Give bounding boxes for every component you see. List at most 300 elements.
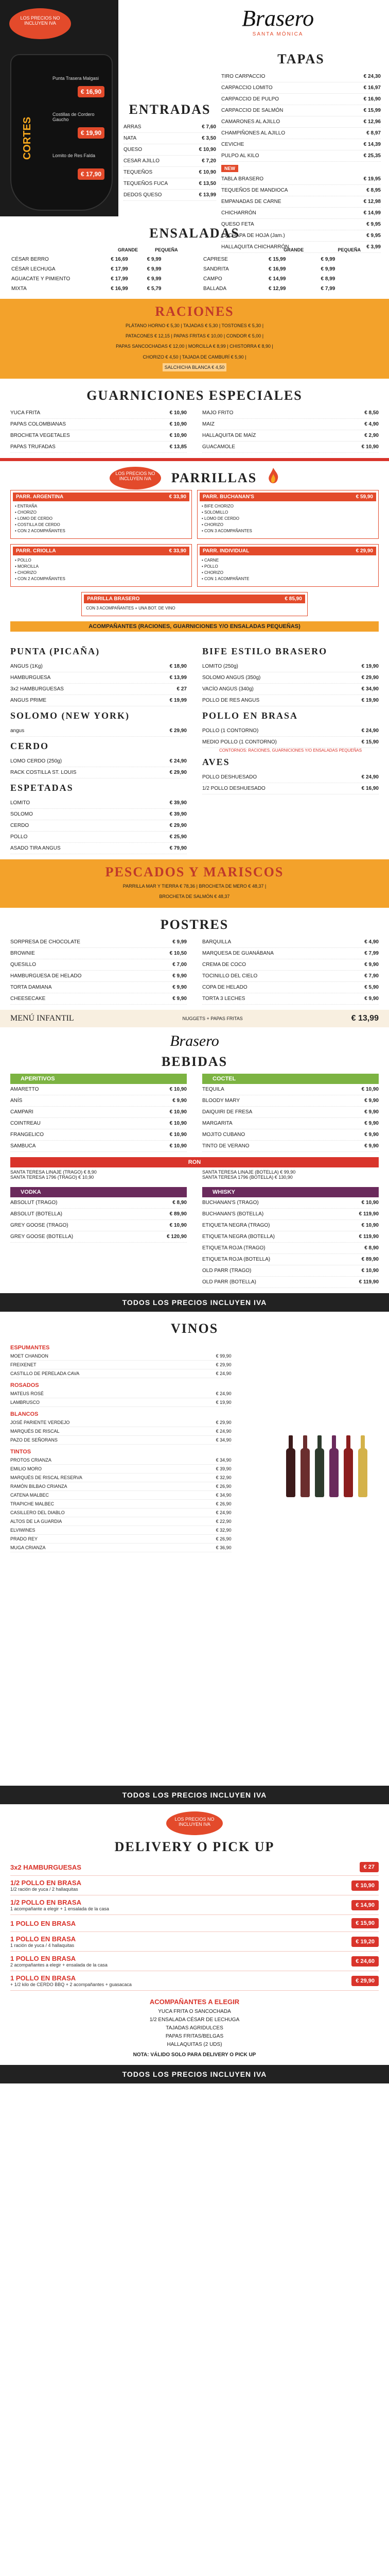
delivery-title: DELIVERY O PICK UP bbox=[114, 1839, 275, 1855]
postre-item bbox=[10, 959, 187, 971]
punta-item-price: € 19,99 bbox=[169, 697, 187, 703]
acomp-line: YUCA FRITA O SANCOCHADA bbox=[158, 2009, 231, 2015]
cortes-price-1: € 16,90 bbox=[78, 86, 104, 97]
bife-item-price: € 19,90 bbox=[361, 663, 379, 669]
delivery-item-price: € 27 bbox=[360, 1862, 379, 1872]
aves-item-name: POLLO DESHUESADO bbox=[202, 774, 257, 780]
postre-item-price: € 9,90 bbox=[172, 985, 187, 991]
wine-item-name: ALTOS DE LA GUARDIA bbox=[10, 1519, 62, 1524]
solomo-title: SOLOMO (NEW YORK) bbox=[10, 710, 130, 721]
ron-left-2: SANTA TERESA 1796 (TRAGO) € 10,90 bbox=[10, 1175, 94, 1180]
postre-item bbox=[202, 948, 379, 959]
bife-item-price: € 34,90 bbox=[361, 686, 379, 692]
ron-bar: RON bbox=[10, 1157, 379, 1167]
postre-item-name: BARQUILLA bbox=[202, 939, 232, 945]
delivery-item-desc: + 1/2 kilo de CERDO BBQ + 2 acompañantes + guasacaca bbox=[10, 1982, 132, 1988]
delivery-item-title: 3x2 HAMBURGUESAS bbox=[10, 1863, 81, 1871]
guarnicion-item-price: € 10,90 bbox=[169, 410, 187, 416]
ron-right-2: SANTA TERESA 1796 (BOTELLA) € 130,90 bbox=[202, 1175, 293, 1180]
cortes-line-3: Lomito de Res Falda bbox=[52, 153, 96, 158]
ensalada-name: BALLADA bbox=[203, 286, 227, 292]
entradas-item-price: € 3,50 bbox=[202, 135, 216, 141]
ensalada-price: € 14,99 bbox=[269, 276, 286, 282]
delivery-item-desc: 1 acompañante a elegir + 1 ensalada de la casa bbox=[10, 1906, 109, 1912]
bife-item-name: POLLO DE RES ANGUS bbox=[202, 697, 260, 703]
postre-item-price: € 7,99 bbox=[364, 951, 379, 957]
parrilla-box bbox=[197, 490, 379, 539]
ensalada-name: AGUACATE Y PIMIENTO bbox=[11, 276, 70, 282]
espetada-item-price: € 39,90 bbox=[169, 800, 187, 806]
delivery-item bbox=[10, 1895, 379, 1915]
whisky-item-name: ETIQUETA ROJA (TRAGO) bbox=[202, 1245, 266, 1251]
coctel-item-name: MARGARITA bbox=[202, 1121, 233, 1127]
whisky-item-name: ETIQUETA NEGRA (TRAGO) bbox=[202, 1223, 270, 1229]
wine-item-name: ELVIWINES bbox=[10, 1528, 36, 1533]
pollo-item bbox=[202, 725, 379, 737]
ron-right-1: SANTA TERESA LINAJE (BOTELLA) € 99,90 bbox=[202, 1170, 296, 1175]
coctel-item bbox=[202, 1084, 379, 1095]
tapas-item bbox=[221, 82, 381, 94]
wine-item-name: MOET CHANDON bbox=[10, 1353, 48, 1359]
delivery-item-title: 1 POLLO EN BRASA bbox=[10, 1974, 76, 1982]
postre-item-name: HAMBURGUESA DE HELADO bbox=[10, 973, 82, 979]
tapas-item bbox=[221, 139, 381, 150]
guarnicion-item-price: € 4,90 bbox=[364, 421, 379, 427]
vodka-item bbox=[10, 1197, 187, 1209]
guarnicion-item-price: € 2,90 bbox=[364, 432, 379, 438]
wine-item-price: € 26,90 bbox=[216, 1501, 232, 1507]
entradas-item-price: € 13,50 bbox=[199, 181, 216, 187]
ensalada-row bbox=[10, 284, 187, 294]
parrilla-box bbox=[10, 544, 192, 587]
aperitivo-item-name: AMARETTO bbox=[10, 1087, 39, 1093]
postre-item-price: € 7,90 bbox=[364, 973, 379, 979]
vodka-bar: VODKA bbox=[10, 1187, 187, 1197]
wine-item-price: € 24,90 bbox=[216, 1391, 232, 1397]
parrilla-name: PARR. INDIVIDUAL bbox=[203, 548, 250, 554]
parrilla-price: € 29,90 bbox=[356, 548, 373, 554]
tapas-new-item bbox=[221, 219, 381, 230]
parrilla-line: • CON 2 ACOMPAÑANTES bbox=[15, 576, 65, 581]
postres-title: POSTRES bbox=[160, 917, 229, 933]
coctel-item bbox=[202, 1095, 379, 1107]
espetada-item bbox=[10, 843, 187, 854]
ensalada-price: € 5,79 bbox=[147, 286, 162, 292]
guarnicion-item-name: PAPAS COLOMBIANAS bbox=[10, 421, 66, 427]
vodka-item-price: € 10,90 bbox=[169, 1223, 187, 1229]
wine-item-price: € 24,90 bbox=[216, 1429, 232, 1434]
tapas-new-item-price: € 14,99 bbox=[363, 210, 381, 216]
tapas-new-item-name: TABLA BRASERO bbox=[221, 176, 264, 182]
coctel-item-name: BLOODY MARY bbox=[202, 1098, 240, 1104]
delivery-item-title: 1 POLLO EN BRASA bbox=[10, 1935, 76, 1943]
espetada-item-name: SOLOMO bbox=[10, 811, 33, 817]
tapas-item bbox=[221, 105, 381, 116]
aperitivo-item bbox=[10, 1129, 187, 1141]
wine-bottles-image bbox=[286, 1322, 379, 1497]
iva-banner-vinos: TODOS LOS PRECIOS INCLUYEN IVA bbox=[0, 1786, 389, 1804]
entradas-item-price: € 13,99 bbox=[199, 192, 216, 198]
parrilla-line: • SOLOMILLO bbox=[202, 510, 228, 515]
postre-item-price: € 9,90 bbox=[364, 996, 379, 1002]
wine-item bbox=[10, 1352, 232, 1361]
wine-item-price: € 29,90 bbox=[216, 1420, 232, 1426]
delivery-item bbox=[10, 1915, 379, 1932]
cortes-line-2: Costillas de Cordero Gaucho bbox=[52, 112, 95, 122]
wine-item bbox=[10, 1509, 232, 1517]
parrilla-line: • LOMO DE CERDO bbox=[15, 516, 53, 521]
acomp-line: PAPAS FRITAS/BELGAS bbox=[165, 2033, 224, 2040]
punta-title: PUNTA (PICAÑA) bbox=[10, 646, 100, 656]
guarnicion-item-price: € 13,85 bbox=[169, 444, 187, 450]
wine-item bbox=[10, 1500, 232, 1509]
guarnicion-item bbox=[10, 430, 187, 442]
parrilla-price: € 59,90 bbox=[356, 494, 373, 500]
wine-item-name: RAMÓN BILBAO CRIANZA bbox=[10, 1484, 67, 1489]
parrilla-line: • CHORIZO bbox=[15, 510, 37, 515]
tapas-item-name: CARPACCIO DE PULPO bbox=[221, 96, 279, 102]
tapas-item-name: CEVICHE bbox=[221, 142, 244, 147]
cortes-price-2: € 19,90 bbox=[78, 127, 104, 139]
menu-infantil bbox=[0, 1010, 389, 1027]
aves-title: AVES bbox=[202, 756, 230, 767]
espetada-item-price: € 29,90 bbox=[169, 822, 187, 828]
menu-infantil-title: MENÚ INFANTIL bbox=[10, 1014, 74, 1023]
punta-item-price: € 13,99 bbox=[169, 674, 187, 681]
coctel-item-name: DAIQUIRI DE FRESA bbox=[202, 1109, 253, 1115]
wine-item-price: € 29,90 bbox=[216, 1362, 232, 1368]
brand-word: Brasero bbox=[242, 6, 314, 31]
wine-item bbox=[10, 1427, 232, 1436]
tapas-new-item-name: QUESO FETA bbox=[221, 222, 254, 227]
delivery-item bbox=[10, 1876, 379, 1895]
wine-group-label: BLANCOS bbox=[10, 1411, 39, 1418]
guarnicion-item bbox=[202, 442, 379, 453]
wine-item bbox=[10, 1389, 232, 1398]
aperitivo-item-name: COINTREAU bbox=[10, 1121, 41, 1127]
coctel-item-price: € 9,90 bbox=[364, 1109, 379, 1115]
aves-item-name: 1/2 POLLO DESHUESADO bbox=[202, 785, 266, 791]
postre-item-name: MARQUESA DE GUANÁBANA bbox=[202, 951, 274, 957]
delivery-item bbox=[10, 1932, 379, 1952]
bebidas-title: BEBIDAS bbox=[161, 1054, 228, 1070]
parrillas-grid bbox=[10, 490, 379, 587]
entradas-item bbox=[123, 133, 216, 144]
parrilla-box bbox=[197, 544, 379, 587]
ensalada-price: € 9,99 bbox=[147, 266, 162, 272]
espetada-item-name: POLLO bbox=[10, 834, 28, 840]
wine-group-label: TINTOS bbox=[10, 1449, 31, 1455]
wine-item-price: € 36,90 bbox=[216, 1545, 232, 1551]
espetada-item-name: LOMITO bbox=[10, 800, 30, 806]
tapas-item-price: € 8,97 bbox=[366, 130, 381, 136]
ensalada-price: € 9,99 bbox=[321, 266, 335, 272]
punta-item-name: 3x2 HAMBURGUESAS bbox=[10, 686, 64, 692]
vinos-title: VINOS bbox=[170, 1321, 219, 1336]
bife-item bbox=[202, 672, 379, 684]
guarnicion-item bbox=[10, 419, 187, 430]
postre-item-name: BROWNIE bbox=[10, 951, 35, 957]
promo-badge: LOS PRECIOS NO INCLUYEN IVA bbox=[9, 8, 71, 39]
tapas-item bbox=[221, 71, 381, 82]
vodka-item-name: GREY GOOSE (TRAGO) bbox=[10, 1223, 68, 1229]
tapas-new-item-price: € 19,95 bbox=[363, 176, 381, 182]
tapas-new-item-price: € 3,99 bbox=[366, 244, 381, 250]
whisky-item-price: € 10,90 bbox=[361, 1268, 379, 1274]
bife-item-name: LOMITO (250g) bbox=[202, 663, 238, 669]
postre-item bbox=[10, 982, 187, 993]
tapas-new-item bbox=[221, 174, 381, 185]
entradas-item bbox=[123, 178, 216, 190]
ensaladas-title: ENSALADAS bbox=[149, 226, 240, 241]
wine-item-price: € 26,90 bbox=[216, 1536, 232, 1542]
bebidas-section bbox=[0, 1027, 389, 1293]
solomo-item-price: € 29,90 bbox=[169, 727, 187, 734]
iva-banner-bebidas: TODOS LOS PRECIOS INCLUYEN IVA bbox=[0, 1293, 389, 1312]
whisky-item bbox=[202, 1209, 379, 1220]
postre-item bbox=[10, 993, 187, 1005]
entradas-item bbox=[123, 190, 216, 201]
postres-section bbox=[0, 908, 389, 1010]
ensalada-name: CAPRESE bbox=[203, 257, 228, 262]
wine-item bbox=[10, 1473, 232, 1482]
postre-item bbox=[202, 993, 379, 1005]
delivery-item-desc: 2 acompañantes a elegir + ensalada de la casa bbox=[10, 1962, 108, 1968]
whisky-item-name: BUCHANAN'S (TRAGO) bbox=[202, 1200, 259, 1206]
aperitivo-item-price: € 9,90 bbox=[172, 1098, 187, 1104]
postre-item-price: € 9,90 bbox=[172, 973, 187, 979]
ensalada-price: € 9,99 bbox=[321, 257, 335, 262]
raciones-line-5: SALCHICHA BLANCA € 4,50 bbox=[163, 363, 227, 371]
acomp-line: TAJADAS AGRIDULCES bbox=[166, 2025, 223, 2031]
pollo-item-name: MEDIO POLLO (1 CONTORNO) bbox=[202, 739, 277, 745]
bife-item-name: SOLOMO ANGUS (350g) bbox=[202, 674, 261, 681]
postre-item bbox=[202, 937, 379, 948]
espetada-item bbox=[10, 809, 187, 820]
guarnicion-item bbox=[10, 442, 187, 453]
brasero-note: CON 3 ACOMPAÑANTES + UNA BOT. DE VINO bbox=[86, 605, 175, 611]
col-pequena: PEQUEÑA bbox=[155, 247, 178, 252]
wine-item-price: € 34,90 bbox=[216, 1458, 232, 1463]
pollo-brasa-title: POLLO EN BRASA bbox=[202, 710, 298, 721]
delivery-item-desc: 1/2 ración de yuca / 2 hallaquitas bbox=[10, 1887, 78, 1892]
guarniciones-title: GUARNICIONES ESPECIALES bbox=[86, 387, 303, 403]
entradas-item-name: DEDOS QUESO bbox=[123, 192, 162, 198]
flame-icon bbox=[267, 468, 279, 488]
postre-item bbox=[202, 959, 379, 971]
aves-item-price: € 16,90 bbox=[361, 785, 379, 791]
postre-item-name: SORPRESA DE CHOCOLATE bbox=[10, 939, 80, 945]
wine-item bbox=[10, 1517, 232, 1526]
guarnicion-item-name: GUACAMOLE bbox=[202, 444, 235, 450]
ensalada-price: € 16,99 bbox=[111, 286, 128, 292]
entradas-item-price: € 10,90 bbox=[199, 147, 216, 152]
wine-item-price: € 34,90 bbox=[216, 1493, 232, 1498]
wine-item-name: MARQUÉS DE RISCAL RESERVA bbox=[10, 1475, 82, 1481]
ron-left-1: SANTA TERESA LINAJE (TRAGO) € 8,90 bbox=[10, 1170, 97, 1175]
tapas-new-item-name: CHICHARRÓN bbox=[221, 210, 256, 216]
parrilla-line: • MORCILLA bbox=[15, 564, 39, 569]
espetada-item bbox=[10, 832, 187, 843]
espetada-item-name: ASADO TIRA ANGUS bbox=[10, 845, 61, 851]
col-pequena: PEQUEÑA bbox=[338, 247, 361, 252]
postre-item-price: € 9,90 bbox=[364, 962, 379, 968]
ensalada-price: € 7,99 bbox=[321, 286, 335, 292]
parrilla-line: • CON 2 ACOMPAÑANTES bbox=[15, 528, 65, 533]
ensalada-row bbox=[202, 264, 379, 274]
tapas-item-name: CARPACCIO LOMITO bbox=[221, 85, 273, 91]
parrilla-name: PARR. ARGENTINA bbox=[16, 494, 64, 500]
entradas-list bbox=[123, 122, 216, 201]
delivery-item-title: 1 POLLO EN BRASA bbox=[10, 1919, 76, 1927]
ensalada-price: € 17,99 bbox=[111, 276, 128, 282]
parrillas-footer: ACOMPAÑANTES (RACIONES, GUARNICIONES Y/O ENSALADAS PEQUEÑAS) bbox=[10, 621, 379, 632]
postre-item-price: € 9,99 bbox=[172, 939, 187, 945]
tapas-item-name: CARPACCIO DE SALMÓN bbox=[221, 108, 284, 113]
guarnicion-item bbox=[202, 430, 379, 442]
delivery-item-price: € 14,90 bbox=[351, 1900, 379, 1910]
whisky-item-price: € 89,90 bbox=[361, 1257, 379, 1263]
guarnicion-item-price: € 8,50 bbox=[364, 410, 379, 416]
tapas-item-price: € 16,90 bbox=[363, 96, 381, 102]
cerdo-item-name: RACK COSTILLA ST. LOUIS bbox=[10, 769, 77, 775]
entradas-item-name: ARRAS bbox=[123, 124, 142, 130]
wine-item-name: CATENA MALBEC bbox=[10, 1493, 49, 1498]
vodka-item-price: € 89,90 bbox=[169, 1211, 187, 1217]
delivery-item-price: € 10,90 bbox=[351, 1880, 379, 1891]
tapas-item bbox=[221, 150, 381, 162]
ensalada-price: € 15,99 bbox=[269, 257, 286, 262]
wine-item-price: € 22,90 bbox=[216, 1519, 232, 1524]
wine-item bbox=[10, 1398, 232, 1407]
parrilla-line: • CHORIZO bbox=[15, 570, 37, 575]
wine-item bbox=[10, 1544, 232, 1552]
wine-item-price: € 32,90 bbox=[216, 1528, 232, 1533]
aperitivo-item bbox=[10, 1141, 187, 1152]
wine-group-label: ROSADOS bbox=[10, 1382, 39, 1389]
vinos-list bbox=[10, 1345, 232, 1552]
parrilla-line: • CARNE bbox=[202, 557, 219, 563]
tapas-new-item-name: HALLAQUITA CHICHARRÓN bbox=[221, 244, 289, 250]
whisky-item bbox=[202, 1265, 379, 1277]
vodka-item bbox=[10, 1231, 187, 1243]
postre-item-name: QUESILLO bbox=[10, 962, 37, 968]
punta-item-name: ANGUS PRIME bbox=[10, 697, 47, 703]
delivery-section bbox=[0, 1804, 389, 2065]
guarnicion-item-name: YUCA FRITA bbox=[10, 410, 41, 416]
tapas-new-item bbox=[221, 242, 381, 253]
brand-sub: SANTA MÓNICA bbox=[252, 31, 304, 37]
delivery-item-price: € 19,20 bbox=[351, 1937, 379, 1947]
vodka-item-name: ABSOLUT (BOTELLA) bbox=[10, 1211, 62, 1217]
aperitivo-item-price: € 10,90 bbox=[169, 1121, 187, 1127]
wine-item bbox=[10, 1465, 232, 1473]
cerdo-title: CERDO bbox=[10, 740, 49, 751]
whisky-item-name: ETIQUETA NEGRA (BOTELLA) bbox=[202, 1234, 275, 1240]
vinos-section bbox=[0, 1312, 389, 1786]
cerdo-item-price: € 29,90 bbox=[169, 769, 187, 775]
pescados-line-1: PARRILLA MAR Y TIERRA € 78,36 | BROCHETA DE MERO € 48,37 | bbox=[122, 883, 267, 889]
postre-item-price: € 10,50 bbox=[169, 951, 187, 957]
guarnicion-item-name: MAJO FRITO bbox=[202, 410, 234, 416]
ensalada-name: CÉSAR LECHUGA bbox=[11, 266, 56, 272]
coctel-item bbox=[202, 1141, 379, 1152]
aves-item bbox=[202, 772, 379, 783]
ensalada-price: € 17,99 bbox=[111, 266, 128, 272]
guarnicion-item-name: PAPAS TRUFADAS bbox=[10, 444, 56, 450]
whisky-item-price: € 119,90 bbox=[359, 1211, 379, 1217]
wine-item-name: PROTOS CRIANZA bbox=[10, 1458, 51, 1463]
brand-logo bbox=[242, 5, 314, 37]
postres-left bbox=[10, 937, 187, 1005]
whisky-item-price: € 10,90 bbox=[361, 1200, 379, 1206]
punta-item-name: ANGUS (1Kg) bbox=[10, 663, 43, 669]
entradas-title: ENTRADAS bbox=[129, 102, 211, 117]
wine-item-name: EMILIO MORO bbox=[10, 1466, 42, 1472]
entradas-section bbox=[123, 98, 216, 201]
coctel-bar: COCTEL bbox=[202, 1074, 379, 1084]
parrilla-name: PARR. BUCHANAN'S bbox=[203, 494, 254, 500]
ensalada-row bbox=[10, 264, 187, 274]
bife-item bbox=[202, 695, 379, 706]
espetada-item-price: € 79,90 bbox=[169, 845, 187, 851]
delivery-item bbox=[10, 1952, 379, 1971]
whisky-item-name: ETIQUETA ROJA (BOTELLA) bbox=[202, 1257, 271, 1263]
ensalada-price: € 16,99 bbox=[269, 266, 286, 272]
brasero-price: € 85,90 bbox=[285, 596, 302, 602]
delivery-item-desc: 1 ración de yuca / 4 hallaquitas bbox=[10, 1943, 75, 1948]
tapas-item-name: CAMARONES AL AJILLO bbox=[221, 119, 280, 125]
delivery-item bbox=[10, 1971, 379, 1991]
punta-item bbox=[10, 672, 187, 684]
menu-infantil-detail: NUGGETS + PAPAS FRITAS bbox=[182, 1016, 243, 1022]
guarnicion-item-price: € 10,90 bbox=[169, 421, 187, 427]
ensalada-row bbox=[10, 274, 187, 284]
postre-item-name: TOCINILLO DEL CIELO bbox=[202, 973, 258, 979]
entradas-item-name: TEQUEÑOS FUCA bbox=[123, 181, 168, 187]
wine-item-name: FREIXENET bbox=[10, 1362, 37, 1368]
wine-item bbox=[10, 1526, 232, 1535]
coctel-item-price: € 9,90 bbox=[364, 1143, 379, 1149]
guarnicion-item-name: BROCHETA VEGETALES bbox=[10, 432, 70, 438]
aperitivos-bar: APERITIVOS bbox=[10, 1074, 187, 1084]
vodka-item-price: € 120,90 bbox=[167, 1234, 187, 1240]
whisky-item bbox=[202, 1220, 379, 1231]
wine-bottle-icon bbox=[329, 1448, 339, 1497]
entradas-item-price: € 10,90 bbox=[199, 170, 216, 175]
punta-item bbox=[10, 684, 187, 695]
aperitivo-item-price: € 10,90 bbox=[169, 1132, 187, 1138]
tapas-new-item bbox=[221, 230, 381, 242]
tapas-item-price: € 24,30 bbox=[363, 74, 381, 79]
parrilla-line: • ENTRAÑA bbox=[15, 503, 38, 509]
aperitivo-item-price: € 10,90 bbox=[169, 1087, 187, 1093]
tapas-new-item-price: € 8,95 bbox=[366, 188, 381, 193]
coctel-item-price: € 9,90 bbox=[364, 1121, 379, 1127]
parrilla-name: PARR. CRIOLLA bbox=[16, 548, 56, 554]
wine-bottle-icon bbox=[315, 1448, 324, 1497]
vodka-item-price: € 8,90 bbox=[172, 1200, 187, 1206]
bife-item bbox=[202, 661, 379, 672]
ensalada-name: SANDRITA bbox=[203, 266, 229, 272]
coctel-item-price: € 10,90 bbox=[361, 1087, 379, 1093]
tapas-item-name: CHAMPIÑONES AL AJILLO bbox=[221, 130, 286, 136]
delivery-promo: LOS PRECIOS NO INCLUYEN IVA bbox=[166, 1811, 223, 1835]
postre-item bbox=[10, 937, 187, 948]
postre-item bbox=[10, 948, 187, 959]
hero-dark-panel bbox=[0, 0, 118, 216]
coctel-item bbox=[202, 1118, 379, 1129]
